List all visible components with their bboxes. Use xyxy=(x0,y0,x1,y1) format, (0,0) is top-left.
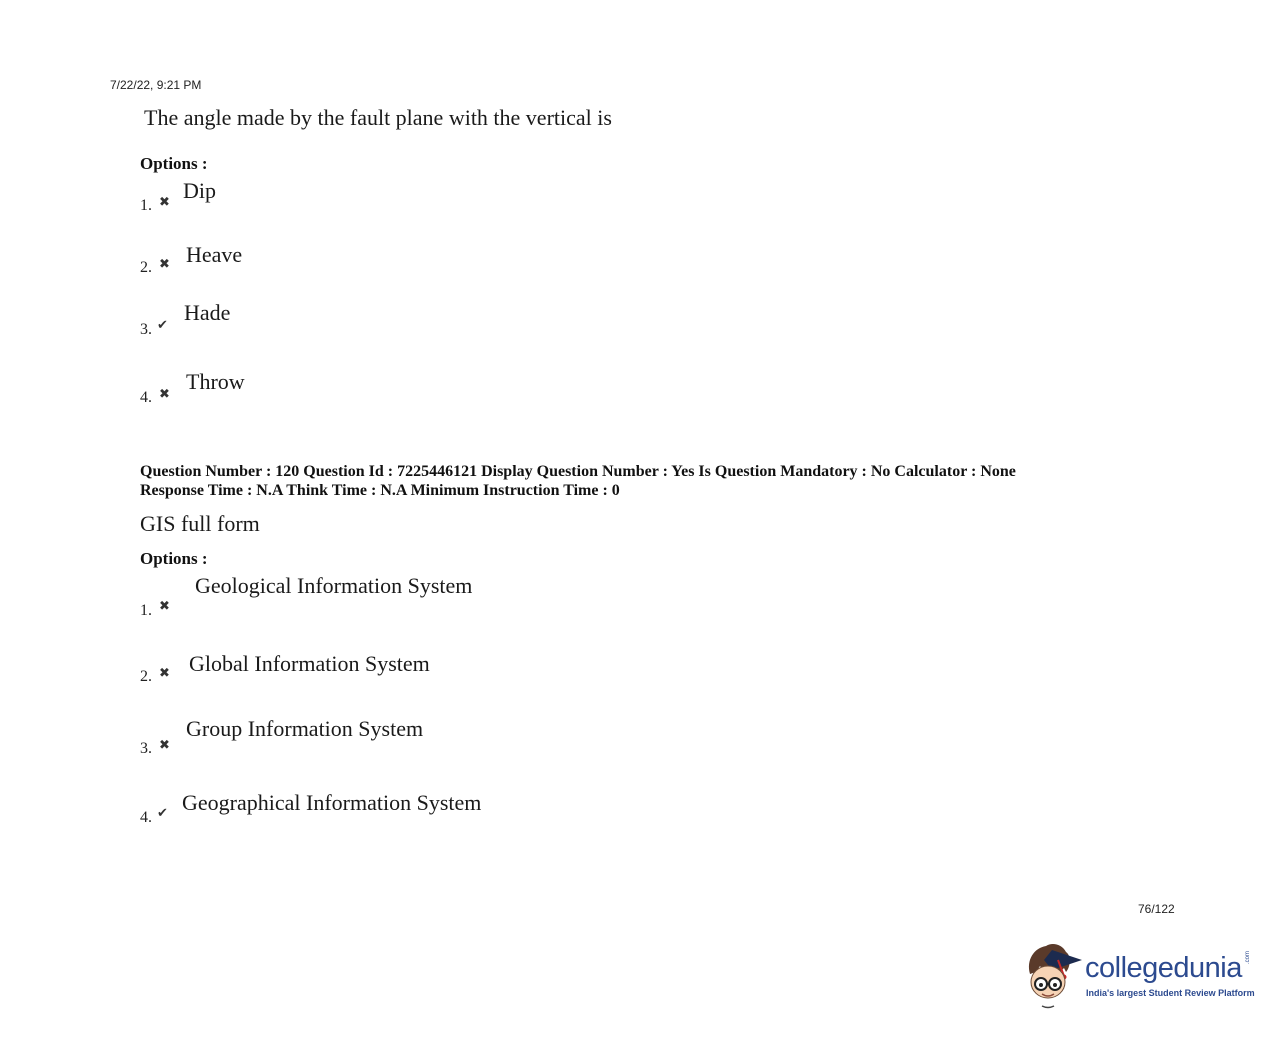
question-text: The angle made by the fault plane with the vertical is xyxy=(144,105,612,130)
question-text: GIS full form xyxy=(140,511,260,536)
option-number: 2. xyxy=(140,259,152,276)
option-number: 4. xyxy=(140,809,152,826)
check-icon: ✔ xyxy=(157,318,168,333)
brand-name: collegedunia xyxy=(1085,952,1242,984)
option-number: 1. xyxy=(140,197,152,214)
cross-icon: ✖ xyxy=(159,387,170,402)
options-heading: Options : xyxy=(140,154,208,173)
option-label: Hade xyxy=(184,300,231,325)
brand-suffix: .com xyxy=(1245,950,1251,964)
brand-tagline: India's largest Student Review Platform xyxy=(1086,988,1255,998)
option-label: Geographical Information System xyxy=(182,790,482,815)
option-label: Throw xyxy=(186,369,245,394)
page-number: 76/122 xyxy=(1138,902,1175,916)
cross-icon: ✖ xyxy=(159,257,170,272)
brand-logo xyxy=(1024,938,1264,1010)
question-meta-line: Response Time : N.A Think Time : N.A Minimum Instruction Time : 0 xyxy=(140,482,620,499)
option-number: 3. xyxy=(140,321,152,338)
option-label: Heave xyxy=(186,242,243,267)
mascot-icon xyxy=(1024,938,1086,1010)
cross-icon: ✖ xyxy=(159,195,170,210)
cross-icon: ✖ xyxy=(159,738,170,753)
cross-icon: ✖ xyxy=(159,666,170,681)
option-label: Global Information System xyxy=(189,651,430,676)
question-meta-line: Question Number : 120 Question Id : 7225446121 Display Question Number : Yes Is Question Mandatory : No Calculator : None xyxy=(140,463,1016,480)
option-label: Geological Information System xyxy=(195,573,473,598)
option-label: Dip xyxy=(183,178,216,203)
print-timestamp: 7/22/22, 9:21 PM xyxy=(110,78,202,92)
option-number: 3. xyxy=(140,740,152,757)
option-label: Group Information System xyxy=(186,716,424,741)
options-heading: Options : xyxy=(140,549,208,568)
option-number: 4. xyxy=(140,389,152,406)
cross-icon: ✖ xyxy=(159,599,170,614)
option-number: 2. xyxy=(140,668,152,685)
option-number: 1. xyxy=(140,602,152,619)
check-icon: ✔ xyxy=(157,806,168,821)
